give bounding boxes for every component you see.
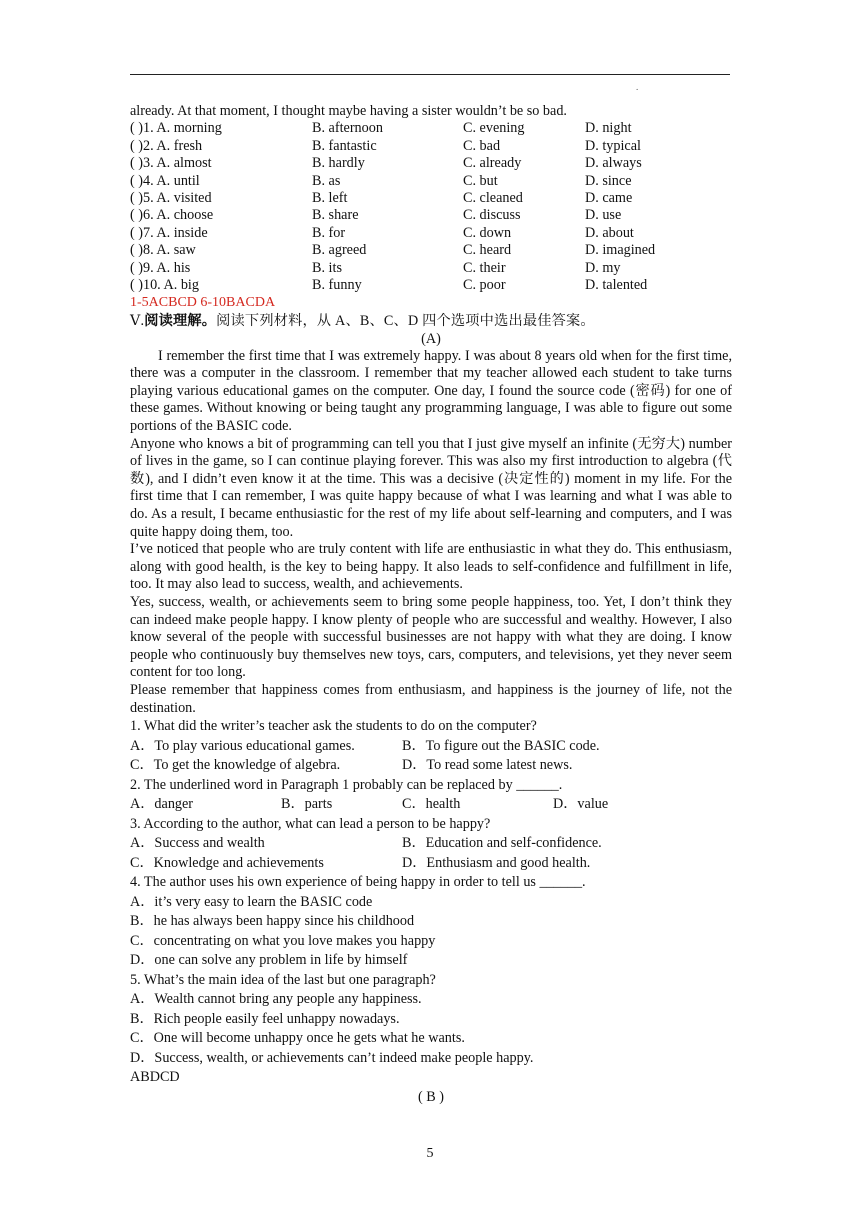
option-c: C. poor [463,276,506,293]
option-a: A．Wealth cannot bring any people any happiness. [130,991,422,1008]
cloze-item [130,190,732,207]
cloze-item [130,242,732,259]
option-a: ( )10. A. big [130,276,199,293]
question-4 [130,873,732,971]
option-c: C．One will become unhappy once he gets what he wants. [130,1030,465,1047]
section-numeral: Ⅴ. [130,312,145,329]
option-d: D. my [585,259,621,276]
option-c: C. discuss [463,207,521,224]
option-a: ( )8. A. saw [130,242,196,259]
option-d: D. imagined [585,242,656,259]
option-d: D. about [585,224,634,241]
option-c: C. heard [463,242,512,259]
cloze-item [130,173,732,190]
option-b: B. share [312,207,359,224]
cloze-item [130,207,732,224]
option-d: D．Enthusiasm and good health. [402,854,591,871]
option-b: B. as [312,172,341,189]
option-d: D．value [553,796,609,813]
option-c: C. their [463,259,506,276]
passage-a-label: (A) [421,330,441,347]
passage-b-label: ( B ) [417,1088,444,1105]
option-d: D. use [585,207,622,224]
option-b: B．he has always been happy since his childhood [130,913,415,930]
option-d: D. always [585,155,642,172]
passage-paragraph: I remember the first time that I was extremely happy. I was about 8 years old when for the first time, there was a computer in the classroom. I remember that my teacher allowed each student to take turns playing various educational games on the computer. One day, I found the source code (密码) for one of these games. Without knowing or being taught any programming language, I was able to figure out some portions of the BASIC code. [130,347,732,435]
passage-paragraph: Anyone who knows a bit of programming can tell you that I just give myself an infinite (无穷大) number of lives in the game, so I can continue playing forever. This was also my first introduction to algebra (代数), and I didn’t even know it at the time. This was a decisive (决定性的) moment in my life. For the first time that I can remember, I was quite happy because of what I was learning and what I was able to do. As a result, I became enthusiastic for the rest of my life about self-learning and computers, and I was quite happy doing them, too. [130,435,732,540]
option-b: B．To figure out the BASIC code. [402,737,600,754]
option-d: D. night [585,120,632,137]
header-rule [130,74,730,75]
option-b: B. funny [312,276,362,293]
option-a: A．it’s very easy to learn the BASIC code [130,893,373,910]
passage-paragraph: I’ve noticed that people who are truly content with life are enthusiastic in what they do. This enthusiasm, along with good health, is the key to being happy. It also leads to self-confidence and fulfillment in life, too. It may also lead to success, wealth, and achievements. [130,541,732,593]
option-a: ( )5. A. visited [130,189,212,206]
option-d: D．To read some latest news. [402,757,573,774]
option-row [130,854,732,874]
option-b: B. hardly [312,155,365,172]
option-b: B．Education and self-confidence. [402,835,602,852]
question-stem: 2. The underlined word in Paragraph 1 probably can be replaced by ______. [130,776,563,793]
cloze-item [130,225,732,242]
question-5 [130,971,732,1069]
question-3 [130,815,732,874]
page-content [130,103,732,1106]
option-c: C. already [463,155,522,172]
cloze-item [130,277,732,294]
option-row [130,834,732,854]
option-a: ( )6. A. choose [130,207,214,224]
reading-answer-key: ABDCD [130,1069,180,1086]
option-b: B. afternoon [312,120,383,137]
option-c: C. cleaned [463,189,523,206]
option-row [130,795,732,815]
intro-line: already. At that moment, I thought maybe having a sister wouldn’t be so bad. [130,103,567,119]
passage-paragraph: Yes, success, wealth, or achievements seem to bring some people happiness, too. Yet, I don’t think they can indeed make people happy. I know plenty of people who are successful and wealthy. However, I also know several of the people with successful businesses are not happy with what they are doing. I know people who continuously buy themselves new toys, cars, computers, and televisions, yet they never seem content for too long. [130,594,732,681]
option-d: D．one can solve any problem in life by himself [130,952,408,969]
cloze-options [130,120,732,294]
option-b: B. for [312,224,346,241]
option-d: D．Success, wealth, or achievements can’t indeed make people happy. [130,1049,534,1066]
passage-paragraph: Please remember that happiness comes from enthusiasm, and happiness is the journey of life, not the destination. [130,681,732,716]
cloze-item [130,155,732,172]
header-mark: . [636,82,639,92]
section-title: 阅读理解。 [144,312,217,329]
option-c: C. evening [463,120,525,137]
option-c: C．concentrating on what you love makes you happy [130,932,436,949]
option-c: C．health [402,796,461,813]
option-b: B．parts [281,796,333,813]
option-d: D. talented [585,276,648,293]
cloze-answer-key: 1-5ACBCD 6-10BACDA [130,295,276,311]
option-c: C．Knowledge and achievements [130,854,324,871]
option-a: ( )9. A. his [130,259,191,276]
option-a: A．To play various educational games. [130,737,355,754]
section-heading [130,312,732,330]
option-b: B. agreed [312,242,367,259]
option-a: ( )7. A. inside [130,224,208,241]
option-b: B. its [312,259,342,276]
option-a: A．Success and wealth [130,835,265,852]
option-c: C. bad [463,137,501,154]
cloze-item [130,138,732,155]
option-c: C. but [463,172,498,189]
section-instruction: 阅读下列材料，从 A、B、C、D 四个选项中选出最佳答案。 [216,312,595,329]
question-stem: 5. What’s the main idea of the last but one paragraph? [130,971,436,988]
page-number: 5 [426,1146,434,1161]
option-row [130,756,732,776]
cloze-item [130,120,732,137]
question-stem: 3. According to the author, what can lead a person to be happy? [130,815,491,832]
cloze-item [130,260,732,277]
question-1 [130,717,732,776]
question-stem: 4. The author uses his own experience of being happy in order to tell us ______. [130,874,586,891]
option-a: ( )4. A. until [130,172,200,189]
option-b: B. fantastic [312,137,377,154]
option-a: ( )2. A. fresh [130,137,203,154]
option-d: D. came [585,189,633,206]
option-b: B. left [312,189,348,206]
option-c: C. down [463,224,512,241]
option-a: A．danger [130,796,194,813]
option-d: D. typical [585,137,641,154]
question-2 [130,776,732,815]
option-row [130,737,732,757]
option-d: D. since [585,172,632,189]
option-a: ( )1. A. morning [130,120,222,137]
option-a: ( )3. A. almost [130,155,212,172]
option-c: C．To get the knowledge of algebra. [130,757,341,774]
question-stem: 1. What did the writer’s teacher ask the students to do on the computer? [130,718,537,735]
option-b: B．Rich people easily feel unhappy nowadays. [130,1010,400,1027]
